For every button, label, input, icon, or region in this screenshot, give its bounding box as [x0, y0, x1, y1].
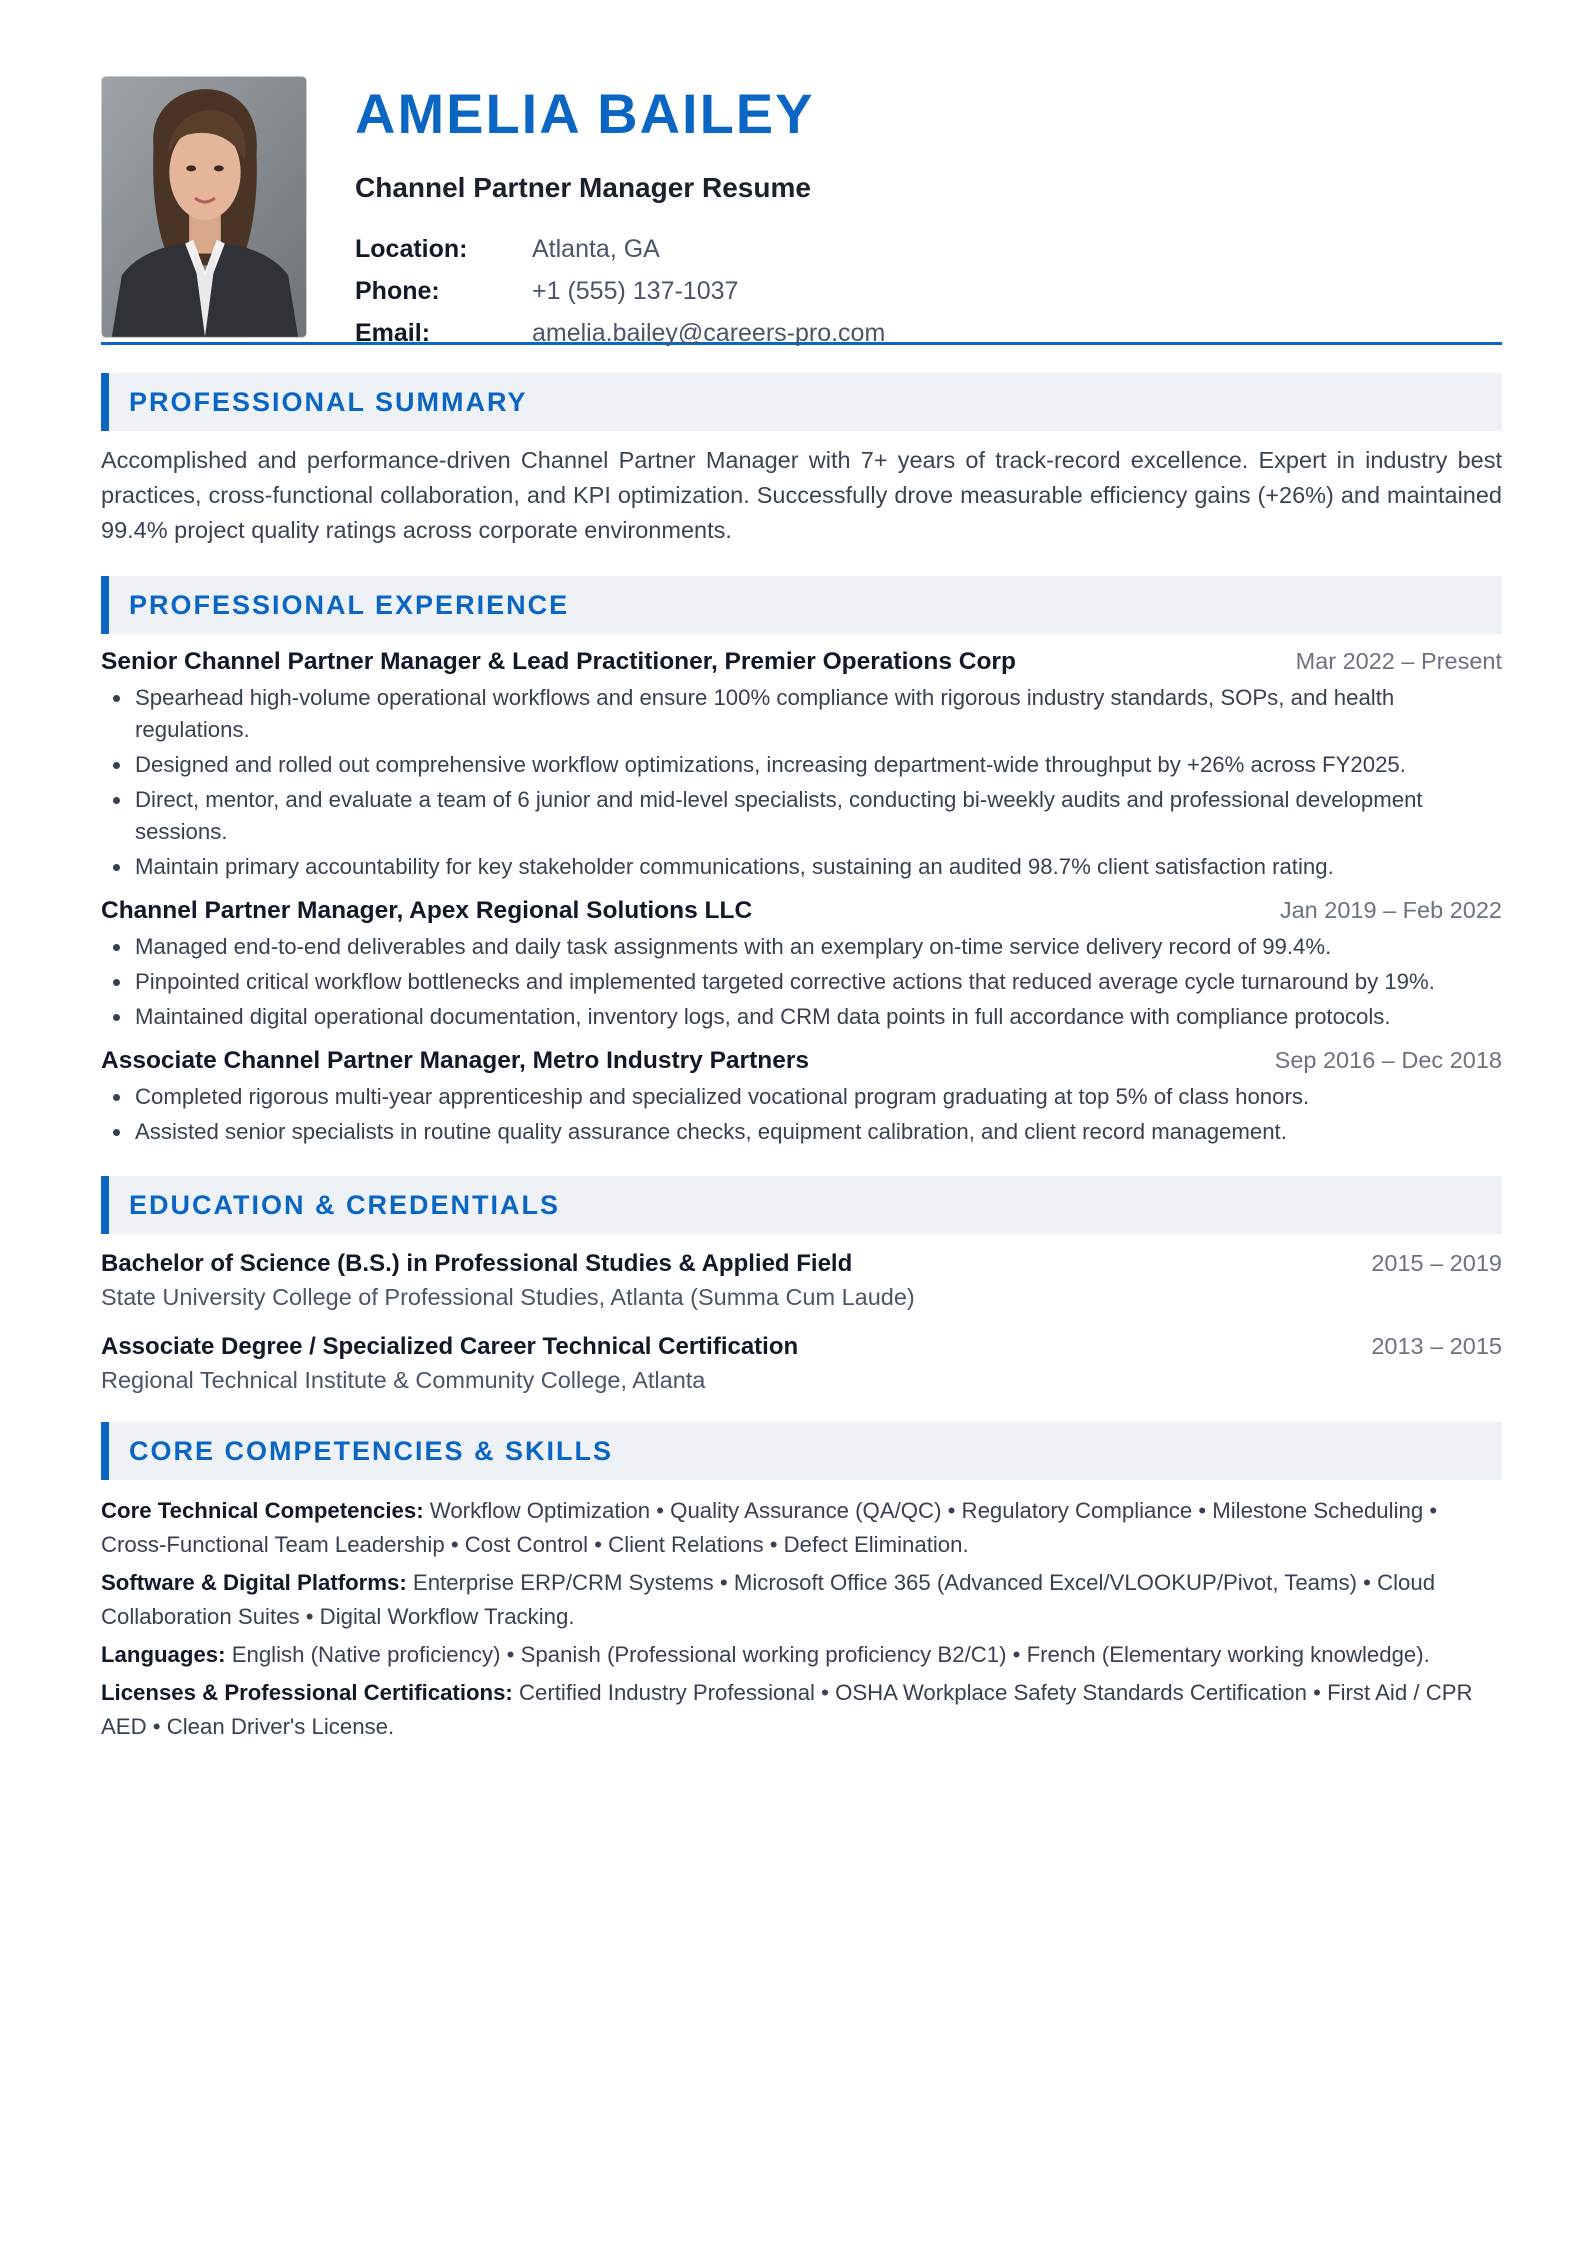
section-header-experience [101, 576, 1502, 634]
job-bullet: Pinpointed critical workflow bottlenecks and implemented targeted corrective actions that reduced average cycle turnaround by 19%. [101, 966, 1502, 998]
job-bullet: Maintained digital operational documentation, inventory logs, and CRM data points in full accordance with compliance protocols. [101, 1001, 1502, 1033]
skill-text: Enterprise ERP/CRM Systems • Microsoft Office 365 (Advanced Excel/VLOOKUP/Pivot, Teams) • Cloud Collaboration Suites • Digital Workflow Tracking. [101, 1570, 1436, 1629]
section-title: CORE COMPETENCIES & SKILLS [129, 1435, 614, 1466]
skill-label: Licenses & Professional Certifications: [101, 1680, 519, 1705]
job-title: Channel Partner Manager, Apex Regional Solutions LLC [101, 897, 753, 924]
section-title: EDUCATION & CREDENTIALS [129, 1189, 561, 1220]
skill-group [101, 1638, 1502, 1672]
section-header-summary [101, 373, 1502, 431]
header-info [355, 76, 885, 354]
job-dates: Jan 2019 – Feb 2022 [1279, 897, 1502, 923]
section-header-skills [101, 1422, 1502, 1480]
job-title: Senior Channel Partner Manager & Lead Practitioner, Premier Operations Corp [101, 648, 1016, 675]
skill-text: English (Native proficiency) • Spanish (Professional working proficiency B2/C1) • French (Elementary working knowledge). [231, 1642, 1430, 1667]
job-entry [101, 648, 1502, 883]
job-bullets [101, 1081, 1502, 1148]
profile-photo [101, 76, 307, 338]
job-heading [101, 648, 1502, 676]
contact-email [355, 312, 885, 354]
skill-label: Core Technical Competencies: [101, 1498, 430, 1523]
contact-label: Location: [355, 234, 468, 263]
skills-list [101, 1494, 1502, 1744]
skill-group [101, 1676, 1502, 1744]
degree-title: Associate Degree / Specialized Career Technical Certification [101, 1333, 799, 1360]
contact-label: Email: [355, 318, 431, 347]
education-entry [101, 1333, 1502, 1394]
education-heading [101, 1250, 1502, 1278]
degree-title: Bachelor of Science (B.S.) in Professional Studies & Applied Field [101, 1250, 853, 1277]
skill-text: Workflow Optimization • Quality Assurance (QA/QC) • Regulatory Compliance • Milestone Scheduling • Cross-Functional Team Leadership • Cost Control • Client Relations • Defect Elimination. [101, 1498, 1438, 1557]
job-heading [101, 897, 1502, 925]
summary-text: Accomplished and performance-driven Channel Partner Manager with 7+ years of track-record excellence. Expert in industry best practices, cross-functional collaboration, and KPI optimization. Successfully drove measurable efficiency gains (+26%) and maintained 99.4% project quality ratings across corporate environments. [101, 447, 1502, 543]
job-bullets [101, 682, 1502, 883]
job-bullet: Direct, mentor, and evaluate a team of 6 junior and mid-level specialists, conducting bi-weekly audits and professional development sessions. [101, 784, 1502, 848]
job-bullet: Maintain primary accountability for key stakeholder communications, sustaining an audited 98.7% client satisfaction rating. [101, 851, 1502, 883]
education-heading [101, 1333, 1502, 1361]
job-bullet: Designed and rolled out comprehensive workflow optimizations, increasing department-wide throughput by +26% across FY2025. [101, 749, 1502, 781]
resume-role: Channel Partner Manager Resume [355, 172, 811, 203]
school-name: State University College of Professional Studies, Atlanta (Summa Cum Laude) [101, 1284, 915, 1310]
job-bullet: Managed end-to-end deliverables and daily task assignments with an exemplary on-time service delivery record of 99.4%. [101, 931, 1502, 963]
skill-group [101, 1494, 1502, 1562]
education-dates: 2015 – 2019 [1371, 1250, 1502, 1276]
school-name: Regional Technical Institute & Community College, Atlanta [101, 1367, 706, 1393]
skill-text: Certified Industry Professional • OSHA Workplace Safety Standards Certification • First Aid / CPR AED • Clean Driver's License. [101, 1680, 1473, 1739]
portrait-icon [102, 77, 306, 337]
contact-value[interactable]: amelia.bailey@careers-pro.com [532, 318, 886, 347]
job-heading [101, 1047, 1502, 1075]
candidate-name: AMELIA BAILEY [355, 82, 815, 145]
resume-header [101, 76, 1502, 347]
skill-label: Software & Digital Platforms: [101, 1570, 413, 1595]
contact-label: Phone: [355, 276, 440, 305]
section-header-education [101, 1176, 1502, 1234]
job-bullet: Spearhead high-volume operational workflows and ensure 100% compliance with rigorous industry standards, SOPs, and health regulations. [101, 682, 1502, 746]
job-dates: Sep 2016 – Dec 2018 [1274, 1047, 1502, 1073]
contact-value: +1 (555) 137-1037 [532, 276, 739, 305]
job-bullets [101, 931, 1502, 1033]
contact-location [355, 228, 885, 270]
job-title: Associate Channel Partner Manager, Metro Industry Partners [101, 1047, 809, 1074]
job-entry [101, 1047, 1502, 1148]
skill-label: Languages: [101, 1642, 232, 1667]
job-dates: Mar 2022 – Present [1295, 648, 1502, 674]
section-title: PROFESSIONAL SUMMARY [129, 386, 528, 417]
education-entry [101, 1250, 1502, 1311]
contact-phone [355, 270, 885, 312]
education-dates: 2013 – 2015 [1371, 1333, 1502, 1359]
contact-list [355, 228, 885, 354]
job-bullet: Completed rigorous multi-year apprenticeship and specialized vocational program graduating at top 5% of class honors. [101, 1081, 1502, 1113]
job-entry [101, 897, 1502, 1033]
section-title: PROFESSIONAL EXPERIENCE [129, 589, 570, 620]
job-bullet: Assisted senior specialists in routine quality assurance checks, equipment calibration, and client record management. [101, 1116, 1502, 1148]
skill-group [101, 1566, 1502, 1634]
contact-value: Atlanta, GA [532, 234, 660, 263]
